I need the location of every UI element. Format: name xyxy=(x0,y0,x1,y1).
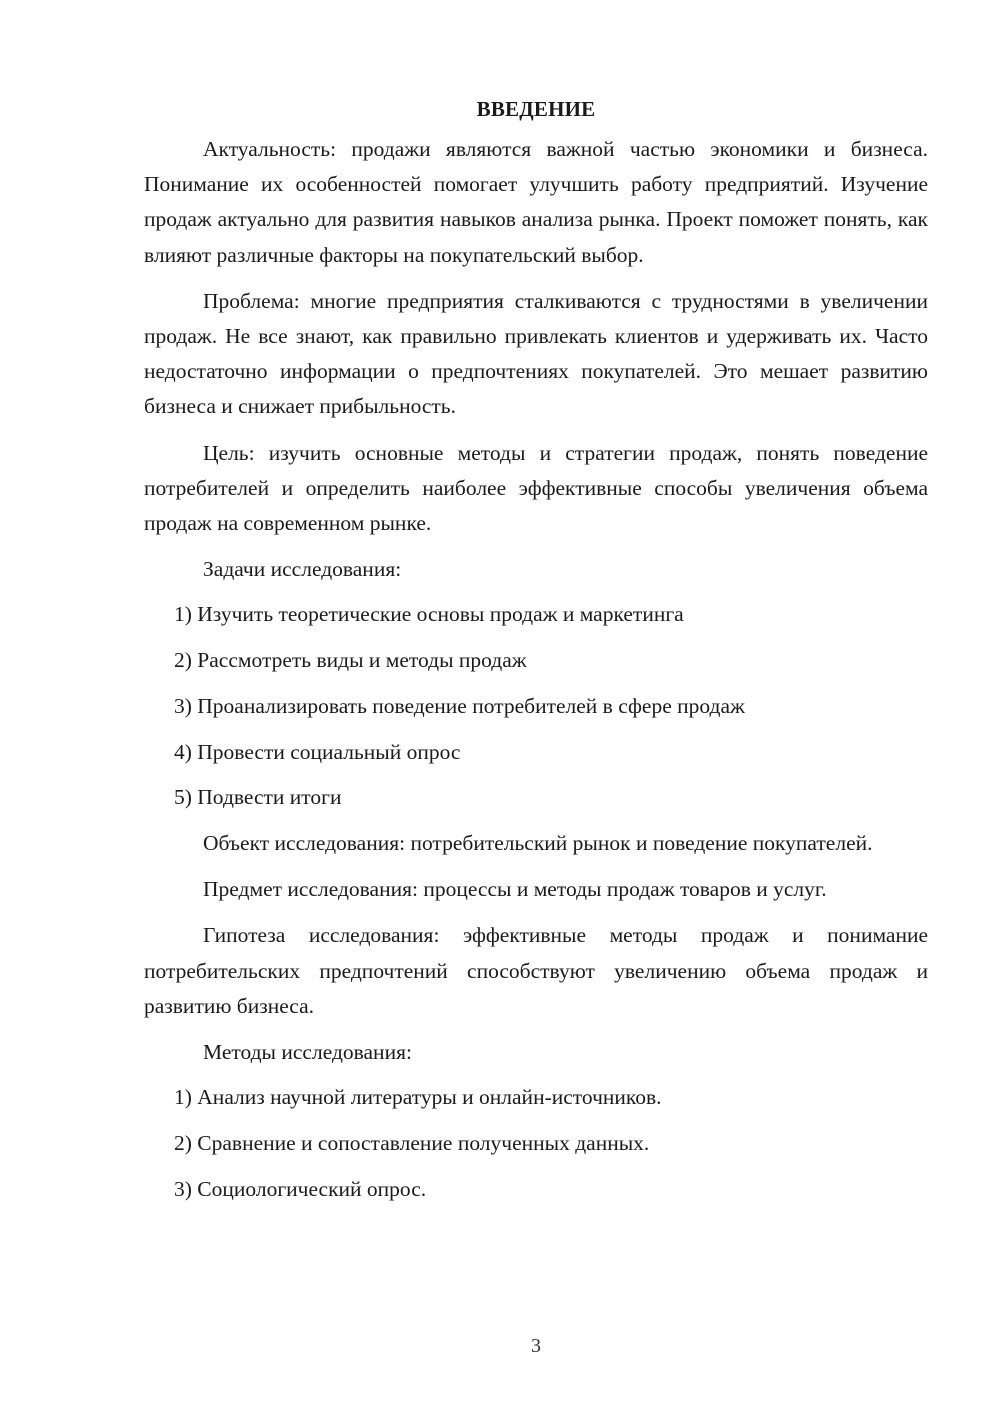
document-page xyxy=(144,92,928,1217)
list-item: 2) Рассмотреть виды и методы продаж xyxy=(174,648,527,673)
page-number: 3 xyxy=(531,1335,541,1357)
object-paragraph: Объект исследования: потребительский рынок и поведение покупателей. xyxy=(203,830,873,855)
list-item: 3) Социологический опрос. xyxy=(174,1176,427,1201)
list-item: 3) Проанализировать поведение потребителей в сфере продаж xyxy=(174,693,745,718)
tasks-list xyxy=(144,597,928,815)
methods-list xyxy=(144,1080,928,1207)
list-item: 1) Изучить теоретические основы продаж и маркетинга xyxy=(174,602,684,627)
methods-heading: Методы исследования: xyxy=(203,1039,412,1064)
list-item: 5) Подвести итоги xyxy=(174,785,342,810)
section-heading: ВВЕДЕНИЕ xyxy=(476,97,596,121)
hypothesis-paragraph: Гипотеза исследования: эффективные методы продаж и понимание потребительских предпочтений способствуют увеличению объема продаж и развитию бизнеса. xyxy=(144,923,928,1018)
goal-paragraph: Цель: изучить основные методы и стратегии продаж, понять поведение потребителей и определить наиболее эффективные способы увеличения объема продаж на современном рынке. xyxy=(144,440,928,536)
subject-paragraph: Предмет исследования: процессы и методы продаж товаров и услуг. xyxy=(203,877,827,902)
problem-paragraph: Проблема: многие предприятия сталкиваются с трудностями в увеличении продаж. Не все знают, как правильно привлекать клиентов и удерживать их. Часто недостаточно информации о предпочтениях покупателей. Это мешает развитию бизнеса и снижает прибыльность. xyxy=(144,288,928,419)
list-item: 2) Сравнение и сопоставление полученных данных. xyxy=(174,1130,650,1155)
tasks-heading: Задачи исследования: xyxy=(203,557,402,582)
list-item: 1) Анализ научной литературы и онлайн-источников. xyxy=(174,1085,662,1110)
list-item: 4) Провести социальный опрос xyxy=(174,739,461,764)
relevance-paragraph: Актуальность: продажи являются важной частью экономики и бизнеса. Понимание их особенностей помогает улучшить работу предприятий. Изучение продаж актуально для развития навыков анализа рынка. Проект поможет понять, как влияют различные факторы на покупательский выбор. xyxy=(144,137,928,267)
